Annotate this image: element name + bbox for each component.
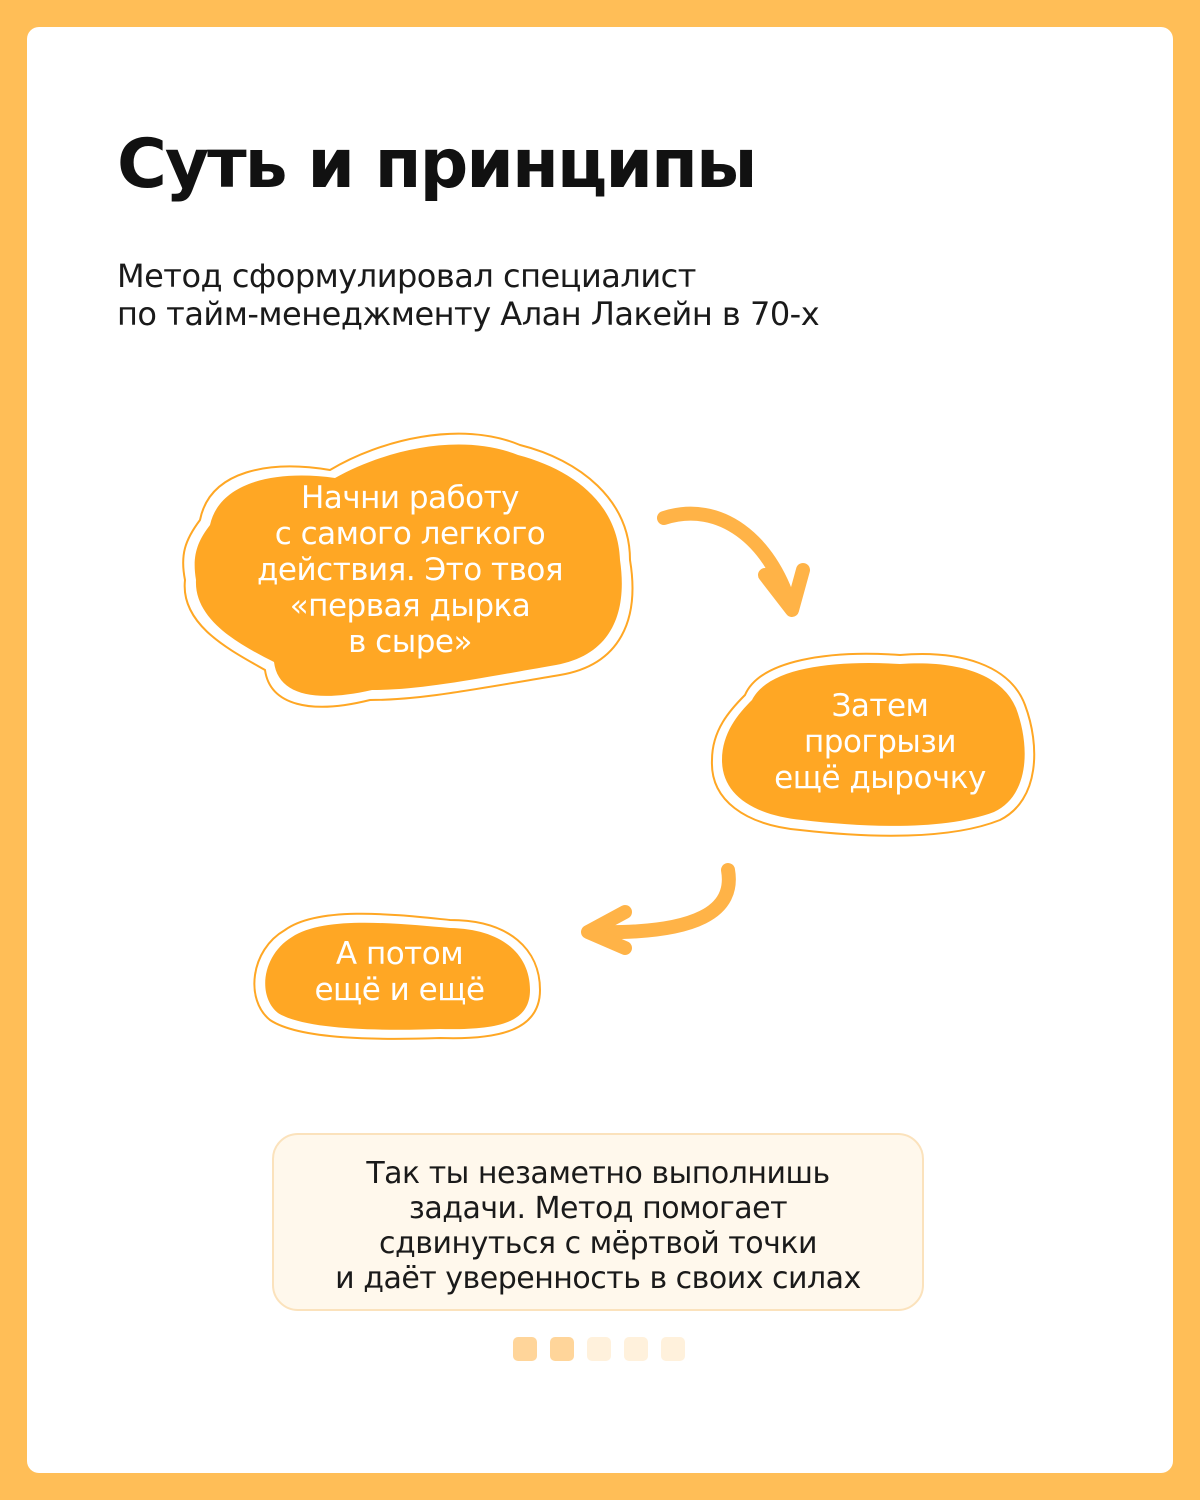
step-3-line: А потом <box>335 936 464 972</box>
pagination-dot-5[interactable] <box>661 1337 685 1361</box>
arrow-2 <box>588 870 729 948</box>
pagination-dot-4[interactable] <box>624 1337 648 1361</box>
step-1-line: с самого легкого <box>274 516 546 552</box>
arrow-1 <box>664 514 803 610</box>
step-1-text <box>190 480 630 660</box>
note-line: задачи. Метод помогает <box>408 1191 788 1226</box>
step-2-line: прогрызи <box>804 724 956 760</box>
pagination-dot-1[interactable] <box>513 1337 537 1361</box>
pagination-dots <box>513 1337 693 1361</box>
step-2-line: Затем <box>831 688 929 724</box>
note-line: сдвинуться с мёртвой точки <box>379 1226 817 1261</box>
subtitle-line: по тайм-менеджменту Алан Лакейн в 70-х <box>117 295 820 333</box>
step-3-text <box>262 936 537 1008</box>
pagination-dot-2[interactable] <box>550 1337 574 1361</box>
pagination-dot-3[interactable] <box>587 1337 611 1361</box>
step-2-line: ещё дырочку <box>774 760 986 796</box>
note-line: Так ты незаметно выполнишь <box>366 1156 830 1191</box>
summary-note-text <box>272 1156 924 1296</box>
note-line: и даёт уверенность в своих силах <box>335 1261 861 1296</box>
subtitle-line: Метод сформулировал специалист <box>117 257 696 295</box>
step-1-line: действия. Это твоя <box>257 552 563 588</box>
page-title: Суть и принципы <box>117 125 756 204</box>
step-3-line: ещё и ещё <box>314 972 485 1008</box>
step-1-line: Начни работу <box>300 480 520 516</box>
step-1-line: в сыре» <box>348 624 472 660</box>
step-2-text <box>720 688 1040 796</box>
step-1-line: «первая дырка <box>289 588 531 624</box>
